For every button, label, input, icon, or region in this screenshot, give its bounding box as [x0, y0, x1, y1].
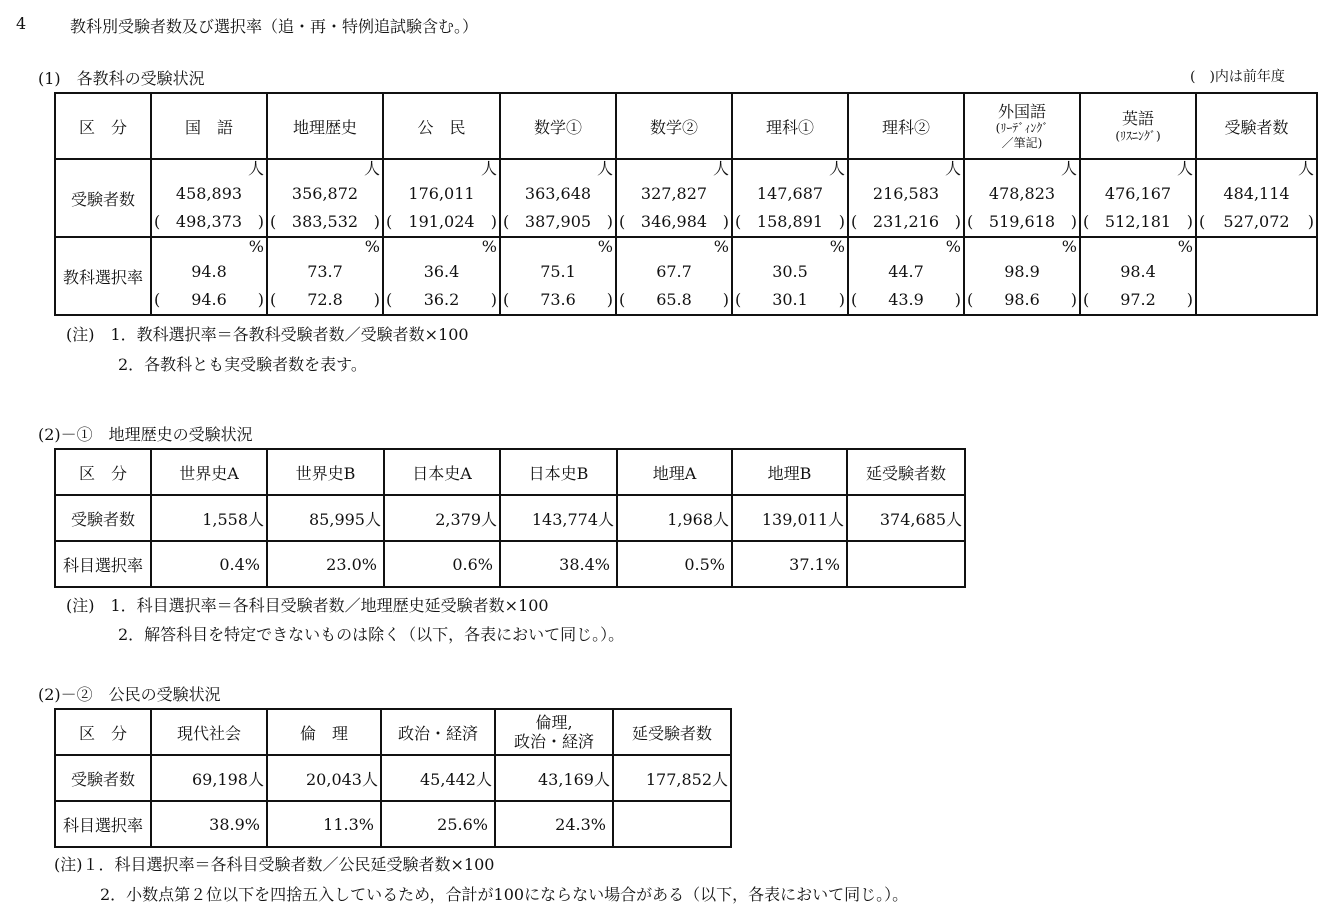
rate-prev-value: 36.2	[423, 290, 460, 309]
header-foreign-language-sub2: ／筆記)	[1001, 135, 1043, 150]
geo-rate-cell-empty	[847, 541, 965, 587]
row-label-examinees: 受験者数	[55, 159, 151, 237]
examinees-prev-value: 512,181	[1104, 212, 1172, 231]
examinees-cell	[848, 159, 964, 237]
rate-cell	[732, 237, 848, 315]
paren-open: (	[735, 212, 742, 231]
section2-1-title: (2)－① 地理歴史の受験状況	[38, 425, 253, 444]
section2-1-note-2: 2．解答科目を特定できないものは除く（以下，各表において同じ。）。	[118, 625, 625, 644]
paren-close: )	[606, 290, 613, 309]
unit-percent: %	[829, 237, 845, 256]
examinees-cell	[732, 159, 848, 237]
examinees-cell	[383, 159, 500, 237]
examinees-cell	[500, 159, 616, 237]
row-label-rate: 教科選択率	[55, 237, 151, 315]
paren-open: (	[154, 212, 161, 231]
examinees-prev-value: 519,618	[988, 212, 1056, 231]
paren-open: (	[503, 290, 510, 309]
geo-header-cell: 日本史B	[500, 449, 617, 495]
geo-header-cell: 地理A	[617, 449, 732, 495]
unit-percent: %	[248, 237, 264, 256]
paren-open: (	[503, 212, 510, 231]
paren-close: )	[606, 212, 613, 231]
rate-prev-value: 65.8	[656, 290, 692, 309]
row-label-rate: 科目選択率	[55, 801, 151, 847]
paren-open: (	[386, 290, 393, 309]
unit-person: 人	[944, 159, 961, 178]
paren-open: (	[1199, 212, 1206, 231]
unit-percent: %	[713, 237, 729, 256]
civics-rate-cell: 25.6%	[381, 801, 495, 847]
row-label-examinees: 受験者数	[55, 755, 151, 801]
civics-examinees-cell: 177,852人	[613, 755, 731, 801]
paren-open: (	[619, 290, 626, 309]
rate-cell	[964, 237, 1080, 315]
civics-header-cell: 現代社会	[151, 709, 267, 755]
paren-close: )	[722, 212, 729, 231]
paren-close: )	[838, 212, 845, 231]
rate-cell	[848, 237, 964, 315]
examinees-value: 356,872	[291, 184, 359, 203]
examinees-value: 216,583	[872, 184, 940, 203]
paren-open: (	[967, 290, 974, 309]
section-number: 4	[16, 14, 27, 33]
paren-open: (	[1083, 290, 1090, 309]
examinees-cell	[151, 159, 267, 237]
examinees-cell	[1196, 159, 1317, 237]
rate-cell	[151, 237, 267, 315]
section1-title: (1) 各教科の受験状況	[38, 69, 205, 88]
section1-note-2: 2．各教科とも実受験者数を表す。	[118, 355, 367, 374]
paren-close: )	[838, 290, 845, 309]
examinees-prev-value: 527,072	[1223, 212, 1290, 231]
geo-rate-cell: 0.4%	[151, 541, 267, 587]
header-english-label: 英語	[1121, 108, 1154, 128]
paren-close: )	[490, 290, 497, 309]
header-foreign-language-sub1: (ﾘｰﾃﾞｨﾝｸﾞ	[995, 120, 1049, 135]
unit-percent: %	[597, 237, 613, 256]
unit-person: 人	[1060, 159, 1077, 178]
geo-examinees-cell: 1,968人	[617, 495, 732, 541]
examinees-value: 476,167	[1104, 184, 1172, 203]
rate-prev-value: 30.1	[772, 290, 808, 309]
paren-close: )	[954, 212, 961, 231]
unit-person: 人	[363, 159, 380, 178]
geo-rate-cell: 0.5%	[617, 541, 732, 587]
unit-percent: %	[364, 237, 380, 256]
examinees-cell	[267, 159, 383, 237]
unit-percent: %	[1177, 237, 1193, 256]
examinees-prev-value: 383,532	[291, 212, 359, 231]
unit-person: 人	[1297, 159, 1314, 178]
header-foreign-language	[964, 93, 1080, 159]
civics-header-line1: 倫理,	[535, 713, 573, 732]
rate-value: 67.7	[656, 262, 692, 281]
subject-table	[54, 92, 1318, 316]
examinees-cell	[616, 159, 732, 237]
rate-value: 98.9	[1004, 262, 1040, 281]
section2-2-title: (2)－② 公民の受験状況	[38, 685, 221, 704]
rate-prev-value: 73.6	[540, 290, 576, 309]
examinees-prev-value: 158,891	[756, 212, 824, 231]
rate-prev-value: 98.6	[1004, 290, 1040, 309]
geo-examinees-cell: 1,558人	[151, 495, 267, 541]
paren-open: (	[851, 290, 858, 309]
examinees-value: 484,114	[1223, 184, 1290, 203]
unit-person: 人	[712, 159, 729, 178]
header-math2: 数学②	[616, 93, 732, 159]
civics-header-cell-ethics-politics	[495, 709, 613, 755]
civics-header-cell: 政治・経済	[381, 709, 495, 755]
header-science2: 理科②	[848, 93, 964, 159]
paren-close: )	[257, 212, 264, 231]
header-foreign-language-label: 外国語	[997, 101, 1046, 121]
rate-prev-value: 94.6	[191, 290, 227, 309]
geo-header-cell: 日本史A	[384, 449, 500, 495]
paren-open: (	[386, 212, 393, 231]
geo-header-cell: 地理B	[732, 449, 847, 495]
civics-rate-cell-empty	[613, 801, 731, 847]
civics-examinees-cell: 43,169人	[495, 755, 613, 801]
header-geo-history: 地理歴史	[267, 93, 383, 159]
examinees-prev-value: 498,373	[175, 212, 243, 231]
rate-value: 36.4	[423, 262, 460, 281]
header-english-sub: (ﾘｽﾆﾝｸﾞ)	[1115, 128, 1161, 143]
paren-close: )	[1186, 212, 1193, 231]
examinees-prev-value: 346,984	[640, 212, 708, 231]
examinees-value: 327,827	[640, 184, 708, 203]
header-row	[55, 93, 1317, 159]
rate-prev-value: 72.8	[307, 290, 343, 309]
unit-percent: %	[1061, 237, 1077, 256]
paren-close: )	[954, 290, 961, 309]
paren-open: (	[735, 290, 742, 309]
geo-rate-cell: 38.4%	[500, 541, 617, 587]
geo-header-cell: 世界史A	[151, 449, 267, 495]
examinees-value: 363,648	[524, 184, 592, 203]
paren-open: (	[619, 212, 626, 231]
examinees-value: 478,823	[988, 184, 1056, 203]
rate-value: 44.7	[888, 262, 924, 281]
geo-history-table	[54, 448, 966, 588]
paren-close: )	[1186, 290, 1193, 309]
civics-table	[54, 708, 732, 848]
rate-cell	[1080, 237, 1196, 315]
header-civics: 公 民	[383, 93, 500, 159]
section2-2-note-1: (注)１．科目選択率＝各科目受験者数／公民延受験者数×100	[54, 855, 495, 874]
rate-cell	[383, 237, 500, 315]
paren-open: (	[967, 212, 974, 231]
paren-open: (	[851, 212, 858, 231]
rate-cell-empty	[1196, 237, 1317, 315]
page-title: 教科別受験者数及び選択率（追・再・特例追試験含む。）	[70, 17, 479, 36]
paren-close: )	[722, 290, 729, 309]
examinees-cell	[964, 159, 1080, 237]
rate-value: 94.8	[191, 262, 227, 281]
rate-cell	[267, 237, 383, 315]
examinees-prev-value: 231,216	[872, 212, 940, 231]
examinees-value: 458,893	[175, 184, 243, 203]
row-label-rate: 科目選択率	[55, 541, 151, 587]
rate-cell	[616, 237, 732, 315]
unit-person: 人	[828, 159, 845, 178]
row-label-examinees: 受験者数	[55, 495, 151, 541]
rate-row	[55, 237, 1317, 315]
geo-examinees-cell: 143,774人	[500, 495, 617, 541]
geo-examinees-cell: 2,379人	[384, 495, 500, 541]
civics-header-line2: 政治・経済	[513, 732, 594, 751]
geo-header-cell: 区 分	[55, 449, 151, 495]
civics-examinees-cell: 69,198人	[151, 755, 267, 801]
header-english	[1080, 93, 1196, 159]
geo-rate-cell: 0.6%	[384, 541, 500, 587]
rate-cell	[500, 237, 616, 315]
paren-open: (	[1083, 212, 1090, 231]
unit-percent: %	[481, 237, 497, 256]
paren-close: )	[373, 290, 380, 309]
section1-note-1: (注) 1．教科選択率＝各教科受験者数／受験者数×100	[66, 325, 469, 344]
paren-open: (	[154, 290, 161, 309]
examinees-prev-value: 387,905	[524, 212, 592, 231]
examinees-value: 147,687	[756, 184, 824, 203]
geo-examinees-cell: 139,011人	[732, 495, 847, 541]
paren-close: )	[490, 212, 497, 231]
header-category: 区 分	[55, 93, 151, 159]
geo-header-cell: 延受験者数	[847, 449, 965, 495]
header-math1: 数学①	[500, 93, 616, 159]
paren-close: )	[1070, 290, 1077, 309]
paren-open: (	[270, 212, 277, 231]
civics-examinees-cell: 45,442人	[381, 755, 495, 801]
examinees-prev-value: 191,024	[408, 212, 475, 231]
civics-header-cell: 区 分	[55, 709, 151, 755]
paren-close: )	[257, 290, 264, 309]
civics-rate-cell: 11.3%	[267, 801, 381, 847]
examinees-cell	[1080, 159, 1196, 237]
paren-close: )	[1307, 212, 1314, 231]
unit-person: 人	[596, 159, 613, 178]
geo-rate-cell: 37.1%	[732, 541, 847, 587]
header-japanese: 国 語	[151, 93, 267, 159]
rate-value: 73.7	[307, 262, 343, 281]
civics-rate-cell: 24.3%	[495, 801, 613, 847]
geo-rate-cell: 23.0%	[267, 541, 384, 587]
prev-year-note: ( )内は前年度	[1190, 69, 1285, 85]
geo-examinees-cell: 374,685人	[847, 495, 965, 541]
rate-value: 75.1	[540, 262, 576, 281]
unit-person: 人	[480, 159, 497, 178]
paren-close: )	[373, 212, 380, 231]
section2-1-note-1: (注) 1．科目選択率＝各科目受験者数／地理歴史延受験者数×100	[66, 596, 549, 615]
civics-header-cell: 倫 理	[267, 709, 381, 755]
geo-examinees-cell: 85,995人	[267, 495, 384, 541]
examinees-value: 176,011	[408, 184, 475, 203]
unit-percent: %	[945, 237, 961, 256]
rate-prev-value: 97.2	[1120, 290, 1156, 309]
civics-rate-cell: 38.9%	[151, 801, 267, 847]
header-total-examinees: 受験者数	[1196, 93, 1317, 159]
unit-person: 人	[1176, 159, 1193, 178]
unit-person: 人	[247, 159, 264, 178]
section2-2-note-2: 2．小数点第２位以下を四捨五入しているため，合計が100にならない場合がある（以下，各表において同じ。）。	[100, 885, 909, 904]
civics-header-cell: 延受験者数	[613, 709, 731, 755]
rate-prev-value: 43.9	[888, 290, 924, 309]
rate-value: 30.5	[772, 262, 808, 281]
examinees-row	[55, 159, 1317, 237]
paren-open: (	[270, 290, 277, 309]
paren-close: )	[1070, 212, 1077, 231]
header-science1: 理科①	[732, 93, 848, 159]
civics-examinees-cell: 20,043人	[267, 755, 381, 801]
geo-header-cell: 世界史B	[267, 449, 384, 495]
rate-value: 98.4	[1120, 262, 1156, 281]
